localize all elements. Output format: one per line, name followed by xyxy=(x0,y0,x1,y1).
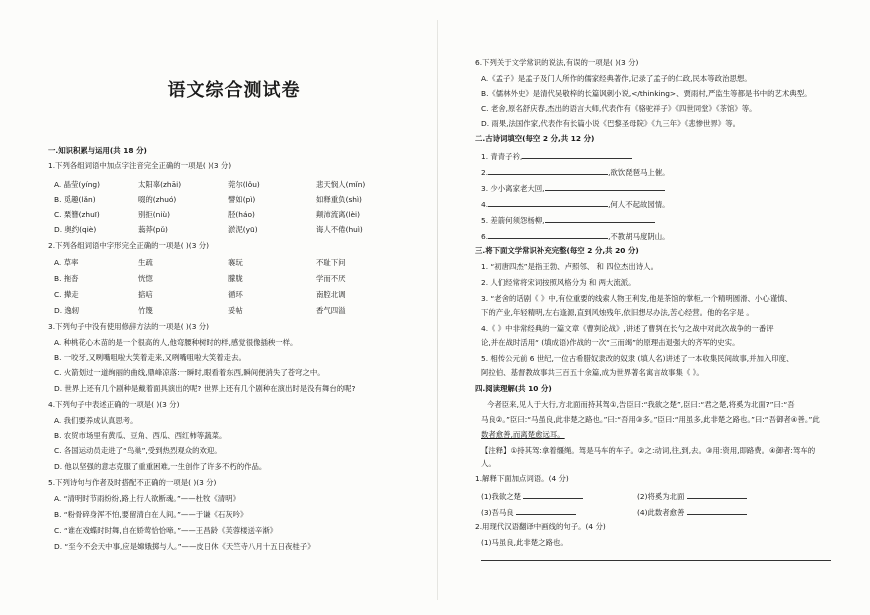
question-1: 1.下列各组词语中加点字注音完全正确的一项是( )(3 分) xyxy=(48,161,232,170)
q2-option-c-2: 掂唁 xyxy=(138,290,153,299)
reading-passage-line-2: 马良②。”臣曰:“马虽良,此非楚之路也。”曰:“吾用③多。”臣曰:“用虽多,此非楚之路也。”曰:“吾御者④善。”此 xyxy=(481,415,820,424)
question-3: 3.下列句子中没有使用修辞方法的一项是( )(3 分) xyxy=(48,322,210,331)
literature-q1: 1. “初唐四杰”是指王勃、卢照邻、 和 四位杰出诗人。 xyxy=(481,262,658,271)
q1-option-d-3: 淤泥(yū) xyxy=(228,225,258,234)
q2-option-d-3: 妥帖 xyxy=(228,306,243,315)
q3-option-c: C. 火箭划过一道绚丽的曲线,鼎峰凉落:一瞬时,眼看着东西,瞬间便消失了苍穹之中。 xyxy=(54,368,325,377)
q2-option-b-1: B. 拖沓 xyxy=(54,274,79,283)
q1-option-d-1: D. 奥约(qiè) xyxy=(54,225,97,234)
q2-option-b-4: 学而不厌 xyxy=(316,274,346,283)
word-item-1: (1)我欲之楚 xyxy=(481,490,583,502)
reading-notes: 【注释】①持其驾:拿着缰绳。驾是马车的车子。②之:动词,往,到,去。③用:资用,即路费。④御者:驾车的 xyxy=(481,446,816,455)
poem-blank-4[interactable] xyxy=(488,198,608,207)
poem-line-3: 3. 少小离家老大回, xyxy=(481,182,665,194)
literature-q3-line1: 3. “老舍的话剧《 》中,有位重要的线索人物王利发,他是茶馆的掌柜,一个精明圆滑、小心谨慎、 xyxy=(481,294,792,303)
question-4: 4.下列句子中表述正确的一项是( )(3 分) xyxy=(48,400,180,409)
word-blank-4[interactable] xyxy=(687,506,747,515)
answer-line[interactable] xyxy=(481,560,831,561)
q6-option-a: A.《孟子》是孟子及门人所作的儒家经典著作,记录了孟子的仁政,民本等政治思想。 xyxy=(481,74,752,83)
q1-option-a-3: 莞尔(lǒu) xyxy=(228,180,260,189)
reading-notes-cont: 人。 xyxy=(481,459,496,468)
reading-passage-line-1: 今者臣来,见人于大行,方北面而持其驾①,告臣曰:“我欲之楚”,臣曰:“君之楚,将奚为北面?”曰:“吾 xyxy=(487,400,795,409)
literature-q3-line2: 下的产业,年轻精明,左右逢源,直到风烛残年,依旧想尽办法,苦心经营。他的名字是 。 xyxy=(481,308,754,317)
q2-option-c-1: C. 撵走 xyxy=(54,290,79,299)
q2-option-a-1: A. 草率 xyxy=(54,258,79,267)
q2-option-a-3: 褰玩 xyxy=(228,258,243,267)
q3-option-b: B. 一咬牙,又咧嘴咀啦大笑着走来,又咧嘴咀啦大笑着走去。 xyxy=(54,353,246,362)
poem-line-6: 6. ,不教胡马度阴山。 xyxy=(481,232,670,241)
q2-option-d-1: D. 逸轫 xyxy=(54,306,80,315)
word-blank-2[interactable] xyxy=(687,490,747,499)
q1-option-a-1: A. 晶莹(yíng) xyxy=(54,180,100,189)
q5-option-b: B. “粉骨碎身浑不怕,要留清白在人间。”——于谦《石灰吟》 xyxy=(54,510,248,519)
word-blank-1[interactable] xyxy=(523,490,583,499)
poem-blank-5[interactable] xyxy=(545,214,655,223)
section-2-heading: 二.古诗词填空(每空 2 分,共 12 分) xyxy=(475,134,595,143)
q1-option-a-4: 悲天悯人(mǐn) xyxy=(316,180,366,189)
word-item-3: (3)吾马良 xyxy=(481,506,576,518)
poem-blank-6[interactable] xyxy=(488,230,608,239)
poem-blank-1[interactable] xyxy=(522,150,632,159)
q1-option-c-2: 别拒(niù) xyxy=(138,210,170,219)
q1-option-b-4: 如释重负(shì) xyxy=(316,195,362,204)
literature-q2: 2. 人们经常将宋词按照风格分为 和 两大流派。 xyxy=(481,278,636,287)
question-6: 6.下列关于文学常识的说法,有误的一项是( )(3 分) xyxy=(475,58,639,67)
reading-passage-line-3: 数者愈善,而离楚愈远耳。 xyxy=(481,430,565,439)
q2-option-d-4: 香气四溢 xyxy=(316,306,346,315)
q1-option-c-4: 颠沛流离(lèi) xyxy=(316,210,360,219)
q2-option-b-3: 朦胧 xyxy=(228,274,243,283)
literature-q4-line2: 论,并在战时活用“ (填成语)作战的一次“三而竭”的原理击退强大的齐军的史实。 xyxy=(481,338,740,347)
literature-q5-line2: 阿拉伯、基督教故事共三百五十余篇,成为世界著名寓言故事集《 》。 xyxy=(481,368,704,377)
poem-line-2: 2. ,欲饮琵琶马上催。 xyxy=(481,168,670,177)
q3-option-a: A. 种桃花心木苗的是一个很高的人,他弯腰种树时的样,感觉很像插秧一样。 xyxy=(54,338,298,347)
poem-line-5: 5. 差箭何须怨杨柳, xyxy=(481,214,655,226)
reading-question-1: 1.解释下面加点词语。(4 分) xyxy=(475,474,569,483)
word-item-4: (4)此数者愈善 xyxy=(637,506,747,518)
q2-option-a-4: 不耻下问 xyxy=(316,258,346,267)
poem-line-1: 1. 青青子衿, xyxy=(481,150,632,162)
section-1-heading: 一.知识积累与运用(共 18 分) xyxy=(48,146,147,155)
exam-title: 语文综合测试卷 xyxy=(167,80,301,101)
section-3-heading: 三.将下面文学常识补充完整(每空 2 分,共 20 分) xyxy=(475,246,639,255)
literature-q5-line1: 5. 相传公元前 6 世纪,一位古希腊奴隶改的奴隶 (填人名)讲述了一本收集民间故事,并加入印度、 xyxy=(481,354,794,363)
q1-option-d-4: 诲人不倦(huì) xyxy=(316,225,363,234)
q1-option-c-3: 胫(háo) xyxy=(228,210,255,219)
translate-item-1: (1)马虽良,此非楚之路也。 xyxy=(481,538,568,547)
q5-option-c: C. “谁在戏蝶时时舞,自在娇莺恰恰啼。”——王昌龄《芙蓉楼送辛渐》 xyxy=(54,526,278,535)
q4-option-c: C. 各国运动员走进了“鸟巢”,受到热烈观众的欢迎。 xyxy=(54,446,222,455)
q2-option-c-4: 南腔北调 xyxy=(316,290,346,299)
word-item-2: (2)将奚为北面 xyxy=(637,490,747,502)
q5-option-a: A. “清明时节雨纷纷,路上行人欲断魂。”——杜牧《清明》 xyxy=(54,494,240,503)
word-blank-3[interactable] xyxy=(516,506,576,515)
section-4-heading: 四.阅读理解(共 10 分) xyxy=(475,384,552,393)
q1-option-a-2: 太阳辜(zhāi) xyxy=(138,180,182,189)
poem-blank-3[interactable] xyxy=(545,182,665,191)
q4-option-d: D. 他以坚强的意志克服了重重困难,一生创作了许多不朽的作品。 xyxy=(54,462,267,471)
reading-question-2: 2.用现代汉语翻译中画线的句子。(4 分) xyxy=(475,522,606,531)
literature-q4-line1: 4.《 》中非常经典的一篇文章《曹刿论战》,讲述了曹刿在长勺之战中对此次战争的一番评 xyxy=(481,324,774,333)
q2-option-c-3: 循环 xyxy=(228,290,243,299)
poem-blank-2[interactable] xyxy=(488,166,608,175)
q2-option-a-2: 生疏 xyxy=(138,258,153,267)
question-2: 2.下列各组词语中字形完全正确的一项是( )(3 分) xyxy=(48,241,210,250)
q4-option-b: B. 农贸市场里有黄瓜、豆角、西瓜、西红柿等蔬菜。 xyxy=(54,431,227,440)
q1-option-d-2: 蓊莽(pǔ) xyxy=(138,225,168,234)
q2-option-b-2: 恍惚 xyxy=(138,274,153,283)
q6-option-b: B.《儒林外史》是清代吴敬梓的长篇讽刺小说,</thinking>、贾雨村,严监生等都是书中的艺术典型。 xyxy=(481,89,812,98)
q4-option-a: A. 我们要养成认真思考。 xyxy=(54,416,138,425)
q1-option-b-1: B. 觅趣(lǎn) xyxy=(54,195,96,204)
q3-option-d: D. 世界上还有几个剧种是戴着面具演出的呢? 世界上还有几个剧种在演出时是没有舞台的呢? xyxy=(54,384,356,393)
page-fold-divider xyxy=(437,20,438,600)
q6-option-d: D. 雨果,法国作家,代表作有长篇小说《巴黎圣母院》《九三年》《悲惨世界》等。 xyxy=(481,119,740,128)
question-5: 5.下列诗句与作者及时搭配不正确的一项是( )(3 分) xyxy=(48,478,217,487)
q2-option-d-2: 竹篾 xyxy=(138,306,153,315)
q1-option-c-1: C. 栗簪(zhuī) xyxy=(54,210,100,219)
q1-option-b-2: 啜的(zhuó) xyxy=(138,195,177,204)
q1-option-b-3: 譬如(pì) xyxy=(228,195,256,204)
q6-option-c: C. 老舍,原名舒庆春,杰出的语言大师,代表作有《骆驼祥子》《四世同堂》《茶馆》等。 xyxy=(481,104,757,113)
q5-option-d: D. “至今不会天中事,应是嫦娥掷与人。”——皮日休《天竺寺八月十五日夜桂子》 xyxy=(54,542,315,551)
poem-line-4: 4. ,何人不起故园情。 xyxy=(481,200,670,209)
